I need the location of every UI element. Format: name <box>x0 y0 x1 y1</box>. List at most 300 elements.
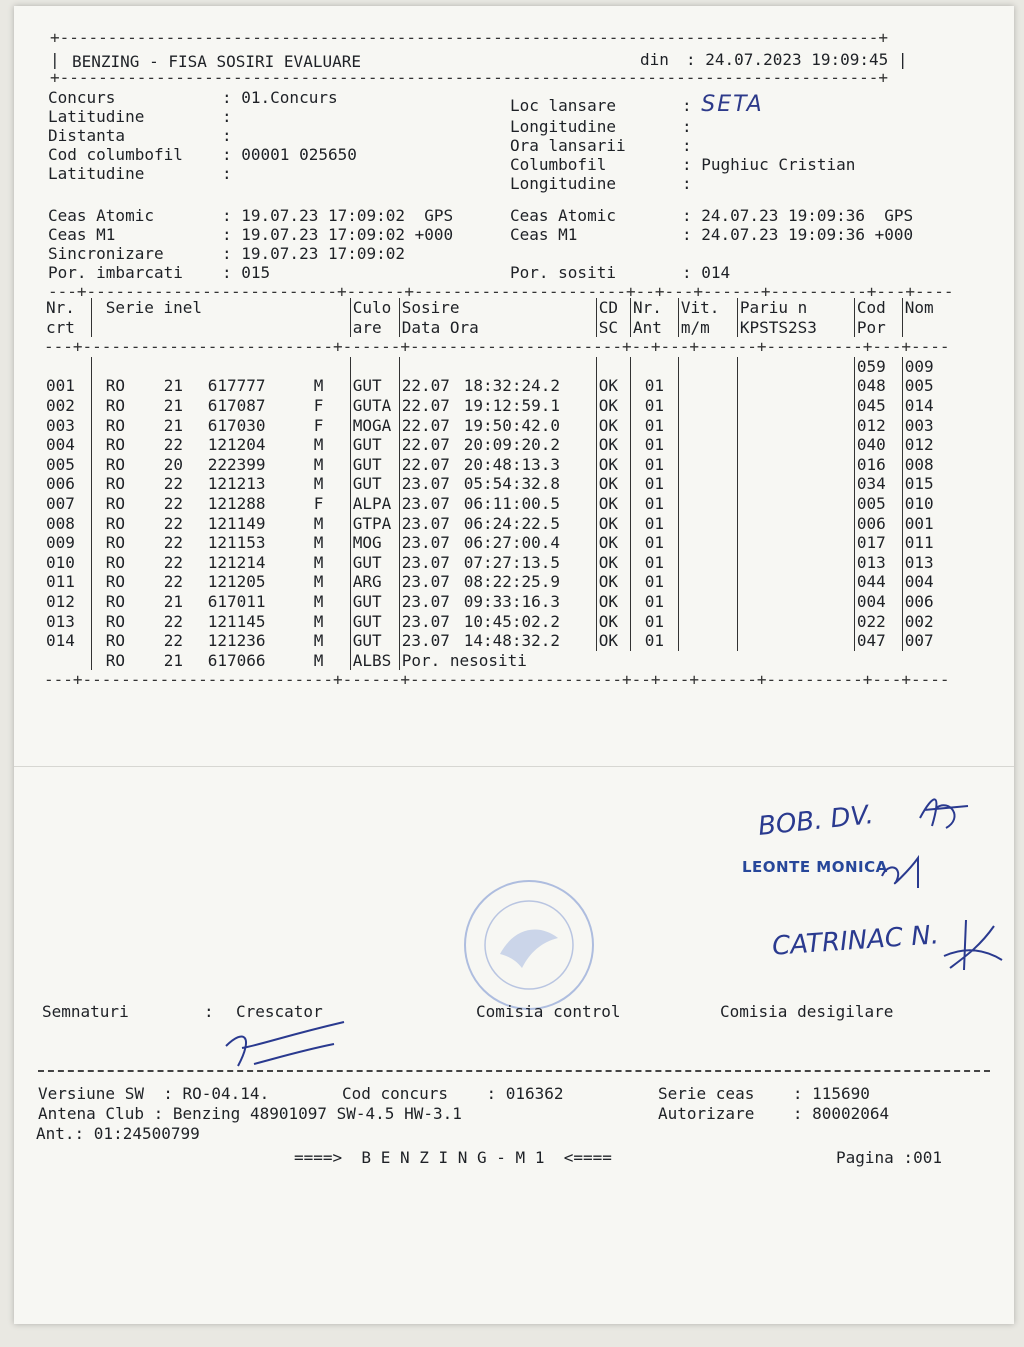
clock-left-row: Sincronizare : 19.07.23 17:09:02 <box>48 244 406 263</box>
table-row <box>44 474 949 494</box>
table-header-row <box>44 298 949 337</box>
cell-sex: M <box>313 611 324 631</box>
info-left-row: Concurs : 01.Concurs <box>48 88 338 107</box>
cell-nr: 009 <box>46 533 75 553</box>
cell-culoare: GUT <box>350 592 399 612</box>
cell-sex: M <box>313 631 324 651</box>
cell-vit <box>678 572 737 592</box>
info-right-row: Loc lansare : SETA <box>510 92 764 117</box>
cell-culoare: GUT <box>350 455 399 475</box>
cell-serie <box>91 416 350 436</box>
cell-ant: 01 <box>630 494 678 514</box>
cell-nom: 014 <box>902 396 949 416</box>
cell-an: 20 <box>163 454 183 474</box>
cell-nom: 005 <box>902 376 949 396</box>
cell-culoare: ALBS <box>350 651 399 671</box>
cell-inel: 121205 <box>207 572 266 592</box>
cell-tara: RO <box>105 474 125 494</box>
cell-tara: RO <box>105 533 125 553</box>
cell-sex: M <box>313 376 324 396</box>
cell-pariu <box>737 572 854 592</box>
cell-nr: 004 <box>46 435 75 455</box>
clock-right-row: Por. sositi : 014 <box>510 263 731 282</box>
cell-pariu <box>737 553 854 573</box>
cell-sosire <box>399 474 596 494</box>
cell-ant: 01 <box>630 416 678 436</box>
table-border-top: ---+--------------------------+------+----------------------+--+---+------+----------+---+---- <box>48 282 954 301</box>
cell-nom: 011 <box>902 533 949 553</box>
clock-right <box>510 206 913 282</box>
info-left-row: Cod columbofil : 00001 025650 <box>48 145 357 164</box>
cell-an: 22 <box>163 474 183 494</box>
cell-vit <box>678 474 737 494</box>
col-culoare: Culo are <box>350 298 399 337</box>
cell-pariu <box>737 612 854 632</box>
cell-inel: 617087 <box>207 395 266 415</box>
cell-culoare: MOGA <box>350 416 399 436</box>
stamp-name: LEONTE MONICA <box>742 858 888 876</box>
table-border-bottom <box>44 670 949 690</box>
info-right-row: Ora lansarii : <box>510 136 692 155</box>
cell-tara: RO <box>105 650 125 670</box>
cell-cod: 047 <box>854 631 902 651</box>
signature-crescator: Crescator <box>236 1002 323 1021</box>
footer-antena: Antena Club : Benzing 48901097 SW-4.5 HW-3.1 <box>38 1104 462 1123</box>
cell-vit <box>678 592 737 612</box>
cell-tara: RO <box>105 631 125 651</box>
header-border-top: +-------------------------------------------------------------------------------------+ <box>50 28 889 47</box>
cell-vit <box>678 612 737 632</box>
table-border-bottom-line: ---+--------------------------+------+----------------------+--+---+------+----------+---+---- <box>44 670 950 690</box>
cell-nr: 007 <box>46 493 75 513</box>
cell-cd: OK <box>596 455 630 475</box>
footer-ant: Ant.: 01:24500799 <box>36 1124 200 1143</box>
table-row <box>44 572 949 592</box>
cell-sex: F <box>313 395 324 415</box>
cell-serie <box>91 612 350 632</box>
header-date: : 24.07.2023 19:09:45 | <box>686 50 908 69</box>
cell-sex: M <box>313 572 324 592</box>
cell-an: 21 <box>163 650 183 670</box>
cell-cod: 048 <box>854 376 902 396</box>
clock-left-row: Por. imbarcati : 015 <box>48 263 271 282</box>
cell-nr: 014 <box>46 631 75 651</box>
official-stamp <box>460 876 598 1014</box>
cell-an: 22 <box>163 435 183 455</box>
cell-sosire <box>399 592 596 612</box>
cell-data: 23.07 <box>401 474 450 494</box>
cell-cd: OK <box>596 376 630 396</box>
cell-ora: 18:32:24.2 <box>463 376 561 396</box>
cell-an: 22 <box>163 572 183 592</box>
table-row <box>44 455 949 475</box>
cell-pariu <box>737 474 854 494</box>
cell-serie <box>91 572 350 592</box>
footer-autorizare: Autorizare : 80002064 <box>658 1104 890 1123</box>
cell-nom: 006 <box>902 592 949 612</box>
clock-right-row: Ceas Atomic : 24.07.23 19:09:36 GPS <box>510 206 914 225</box>
cell-cod: 044 <box>854 572 902 592</box>
cell-sosire <box>399 376 596 396</box>
cell-inel: 121204 <box>207 435 266 455</box>
cell-culoare: GUT <box>350 376 399 396</box>
table-first-row <box>44 357 949 377</box>
cell-nom: 015 <box>902 474 949 494</box>
cell-nr: 002 <box>46 395 75 415</box>
cell-cod: 013 <box>854 553 902 573</box>
cell-cd: OK <box>596 572 630 592</box>
cell-serie <box>91 435 350 455</box>
cell-sosire <box>399 455 596 475</box>
cell-pariu <box>737 376 854 396</box>
info-right-row: Longitudine : <box>510 117 692 136</box>
col-ant: Nr. Ant <box>630 298 678 337</box>
cell-data: 23.07 <box>401 591 450 611</box>
signature-crescator-mark <box>214 1016 354 1076</box>
cell-tara: RO <box>105 376 125 396</box>
cell-serie <box>91 592 350 612</box>
cell-nom: 001 <box>902 514 949 534</box>
info-left-row: Latitudine : <box>48 164 232 183</box>
cell-an: 21 <box>163 395 183 415</box>
info-right-row: Columbofil : Pughiuc Cristian <box>510 155 856 174</box>
cell-ant: 01 <box>630 592 678 612</box>
clock-left <box>48 206 453 282</box>
cell-ant: 01 <box>630 553 678 573</box>
cell-ant: 01 <box>630 514 678 534</box>
cell-nr: 010 <box>46 552 75 572</box>
cell-cod: 012 <box>854 416 902 436</box>
table-row <box>44 396 949 416</box>
cell-culoare: ALPA <box>350 494 399 514</box>
cell-cod: 004 <box>854 592 902 612</box>
cell-data: 22.07 <box>401 435 450 455</box>
cell-sex: F <box>313 493 324 513</box>
cell-an: 22 <box>163 533 183 553</box>
cell-ora: 10:45:02.2 <box>463 611 561 631</box>
cell-ora: 14:48:32.2 <box>463 631 561 651</box>
footer-pagina: Pagina :001 <box>836 1148 942 1167</box>
cell-sex: M <box>313 650 324 670</box>
table-body <box>44 357 949 690</box>
cell-nom: 008 <box>902 455 949 475</box>
cell-cod: 045 <box>854 396 902 416</box>
cell-cod: 017 <box>854 533 902 553</box>
col-sosire: Sosire Data Ora <box>399 298 596 337</box>
cell-pariu <box>737 631 854 651</box>
clock-left-row: Ceas M1 : 19.07.23 17:09:02 +000 <box>48 225 454 244</box>
cell-vit <box>678 376 737 396</box>
header-title: BENZING - FISA SOSIRI EVALUARE <box>72 52 361 71</box>
cell-tara: RO <box>105 415 125 435</box>
cell-nom: 010 <box>902 494 949 514</box>
signature-control: Comisia control <box>476 1002 621 1021</box>
cell-pariu <box>737 455 854 475</box>
cell-data: 23.07 <box>401 572 450 592</box>
table-row <box>44 533 949 553</box>
cell-inel: 617030 <box>207 415 266 435</box>
header-bar: | <box>50 50 60 69</box>
info-left-row: Distanta : <box>48 126 232 145</box>
cell-culoare: GUT <box>350 435 399 455</box>
cell-tara: RO <box>105 591 125 611</box>
cell-sosire <box>399 494 596 514</box>
cell-cd: OK <box>596 631 630 651</box>
cell-sex: M <box>313 474 324 494</box>
footer-brand: ====> B E N Z I N G - M 1 <==== <box>294 1148 612 1167</box>
cell-an: 22 <box>163 513 183 533</box>
cell-ora: 05:54:32.8 <box>463 474 561 494</box>
cell-pariu <box>737 514 854 534</box>
cell-ant: 01 <box>630 455 678 475</box>
cell-culoare: GUT <box>350 474 399 494</box>
cell-nr: 006 <box>46 474 75 494</box>
cell-serie <box>91 396 350 416</box>
cell-culoare: GUTA <box>350 396 399 416</box>
cell-tara: RO <box>105 395 125 415</box>
cell-cd: OK <box>596 435 630 455</box>
cell-nr: 001 <box>46 376 75 396</box>
table-row <box>44 612 949 632</box>
table-row <box>44 631 949 651</box>
header-date-label: din <box>640 50 669 69</box>
cell-nom: 012 <box>902 435 949 455</box>
cell-nr <box>44 651 91 671</box>
cell-inel: 121149 <box>207 513 266 533</box>
cell-an: 21 <box>163 415 183 435</box>
cell-culoare: GUT <box>350 553 399 573</box>
cell-ora: 09:33:16.3 <box>463 591 561 611</box>
col-pariu: Pariu n KPSTS2S3 <box>737 298 854 337</box>
cell-nr: 003 <box>46 415 75 435</box>
cell-ant: 01 <box>630 396 678 416</box>
clock-right-row: Ceas M1 : 24.07.23 19:09:36 +000 <box>510 225 914 244</box>
cell-sex: M <box>313 454 324 474</box>
cell-data: 22.07 <box>401 415 450 435</box>
cell-serie <box>91 553 350 573</box>
cell-pariu <box>737 416 854 436</box>
cell-sex: M <box>313 513 324 533</box>
info-left-row: Latitudine : <box>48 107 232 126</box>
cell-data: 23.07 <box>401 493 450 513</box>
cell-cd: OK <box>596 474 630 494</box>
cell-ora: 20:09:20.2 <box>463 435 561 455</box>
cell-inel: 121236 <box>207 631 266 651</box>
cell-an: 22 <box>163 493 183 513</box>
cell-tara: RO <box>105 552 125 572</box>
footer-version: Versiune SW : RO-04.14. <box>38 1084 270 1103</box>
cell-sosire <box>399 631 596 651</box>
cell-tara: RO <box>105 572 125 592</box>
signature-mark-3 <box>936 916 1006 976</box>
col-cod: Cod Por <box>854 298 902 337</box>
cell-sosire <box>399 533 596 553</box>
table-header-separator: ---+--------------------------+------+----------------------+--+---+------+----------+---+---- <box>44 337 950 357</box>
col-cd: CD SC <box>596 298 630 337</box>
cell-cd: OK <box>596 612 630 632</box>
cell-an: 22 <box>163 611 183 631</box>
paper-fold <box>14 766 1014 767</box>
cell-culoare: GUT <box>350 631 399 651</box>
table-row <box>44 494 949 514</box>
table-row <box>44 376 949 396</box>
cell-vit <box>678 514 737 534</box>
cell-data: 23.07 <box>401 513 450 533</box>
table-row-unarrived <box>44 651 949 671</box>
cell-serie <box>91 651 350 671</box>
cell-inel: 617777 <box>207 376 266 396</box>
cell-nr: 011 <box>46 572 75 592</box>
cell-ora: 20:48:13.3 <box>463 454 561 474</box>
cell-sosire <box>399 435 596 455</box>
handwritten-location: SETA <box>701 92 764 117</box>
cell-inel: 121214 <box>207 552 266 572</box>
cell-cod: 034 <box>854 474 902 494</box>
signature-mark-2 <box>878 852 928 892</box>
cell-vit <box>678 455 737 475</box>
signatures-label: Semnaturi <box>42 1002 129 1021</box>
cell-nr: 008 <box>46 513 75 533</box>
info-right <box>510 92 855 193</box>
arrivals-table <box>44 298 949 690</box>
cell-inel: 222399 <box>207 454 266 474</box>
cell-culoare: ARG <box>350 572 399 592</box>
cell-inel: 617011 <box>207 591 266 611</box>
table-row <box>44 416 949 436</box>
cell-vit <box>678 553 737 573</box>
table-row <box>44 553 949 573</box>
cell-data: 23.07 <box>401 611 450 631</box>
cell-data: 23.07 <box>401 631 450 651</box>
table-row <box>44 514 949 534</box>
cell-ora: 19:12:59.1 <box>463 395 561 415</box>
footer-serie: Serie ceas : 115690 <box>658 1084 870 1103</box>
cell-ant: 01 <box>630 376 678 396</box>
cell-serie <box>91 514 350 534</box>
footer-separator <box>38 1070 990 1072</box>
cell-sex: F <box>313 415 324 435</box>
signature-desigilare: Comisia desigilare <box>720 1002 894 1021</box>
cell-inel: 617066 <box>207 650 266 670</box>
cell-pariu <box>737 396 854 416</box>
cell-tara: RO <box>105 454 125 474</box>
cell-an: 21 <box>163 376 183 396</box>
cell-pariu <box>737 592 854 612</box>
cell-sex: M <box>313 591 324 611</box>
cell-cod: 016 <box>854 455 902 475</box>
cell-cd: OK <box>596 514 630 534</box>
cell-note: Por. nesositi <box>399 651 949 671</box>
cell-tara: RO <box>105 435 125 455</box>
cell-cd: OK <box>596 533 630 553</box>
cell-vit <box>678 533 737 553</box>
cell-vit <box>678 435 737 455</box>
signatures-sep: : <box>204 1002 214 1021</box>
cell-tara: RO <box>105 493 125 513</box>
cell-ant: 01 <box>630 572 678 592</box>
cell-ant: 01 <box>630 474 678 494</box>
cell-pariu <box>737 435 854 455</box>
first-nom: 009 <box>902 357 949 377</box>
cell-cd: OK <box>596 494 630 514</box>
cell-cod: 022 <box>854 612 902 632</box>
col-serie: Serie inel <box>91 298 350 337</box>
cell-nr: 012 <box>46 591 75 611</box>
cell-ant: 01 <box>630 533 678 553</box>
col-nom: Nom <box>902 298 949 337</box>
cell-cd: OK <box>596 592 630 612</box>
cell-vit <box>678 631 737 651</box>
info-left <box>48 88 357 183</box>
cell-serie <box>91 631 350 651</box>
cell-sosire <box>399 396 596 416</box>
cell-an: 22 <box>163 552 183 572</box>
cell-culoare: GUT <box>350 612 399 632</box>
clock-left-row: Ceas Atomic : 19.07.23 17:09:02 GPS <box>48 206 454 225</box>
info-right-row: Longitudine : <box>510 174 692 193</box>
cell-inel: 121153 <box>207 533 266 553</box>
cell-ant: 01 <box>630 435 678 455</box>
table-row <box>44 435 949 455</box>
cell-nom: 003 <box>902 416 949 436</box>
document-sheet <box>14 6 1014 1324</box>
cell-serie <box>91 376 350 396</box>
cell-ora: 06:11:00.5 <box>463 493 561 513</box>
cell-an: 21 <box>163 591 183 611</box>
cell-vit <box>678 396 737 416</box>
cell-serie <box>91 455 350 475</box>
cell-cod: 005 <box>854 494 902 514</box>
cell-tara: RO <box>105 513 125 533</box>
cell-serie <box>91 533 350 553</box>
cell-sex: M <box>313 533 324 553</box>
cell-inel: 121288 <box>207 493 266 513</box>
cell-ora: 07:27:13.5 <box>463 552 561 572</box>
cell-sosire <box>399 572 596 592</box>
cell-tara: RO <box>105 611 125 631</box>
cell-nr: 013 <box>46 611 75 631</box>
signature-mark-1 <box>914 788 974 834</box>
cell-data: 22.07 <box>401 395 450 415</box>
cell-ant: 01 <box>630 631 678 651</box>
col-nr: Nr. crt <box>46 298 75 337</box>
cell-sosire <box>399 416 596 436</box>
cell-cod: 006 <box>854 514 902 534</box>
cell-sosire <box>399 612 596 632</box>
cell-ant: 01 <box>630 612 678 632</box>
cell-cd: OK <box>596 416 630 436</box>
cell-pariu <box>737 494 854 514</box>
table-row <box>44 592 949 612</box>
cell-pariu <box>737 533 854 553</box>
col-vit: Vit. m/m <box>678 298 737 337</box>
cell-ora: 19:50:42.0 <box>463 415 561 435</box>
cell-sosire <box>399 514 596 534</box>
cell-nom: 013 <box>902 553 949 573</box>
cell-inel: 121145 <box>207 611 266 631</box>
cell-an: 22 <box>163 631 183 651</box>
cell-ora: 06:24:22.5 <box>463 513 561 533</box>
cell-data: 22.07 <box>401 454 450 474</box>
cell-cod: 040 <box>854 435 902 455</box>
cell-vit <box>678 494 737 514</box>
cell-nom: 004 <box>902 572 949 592</box>
cell-sex: M <box>313 435 324 455</box>
first-cod: 059 <box>854 357 902 377</box>
cell-nom: 007 <box>902 631 949 651</box>
cell-ora: 08:22:25.9 <box>463 572 561 592</box>
footer-cod: Cod concurs : 016362 <box>342 1084 564 1103</box>
